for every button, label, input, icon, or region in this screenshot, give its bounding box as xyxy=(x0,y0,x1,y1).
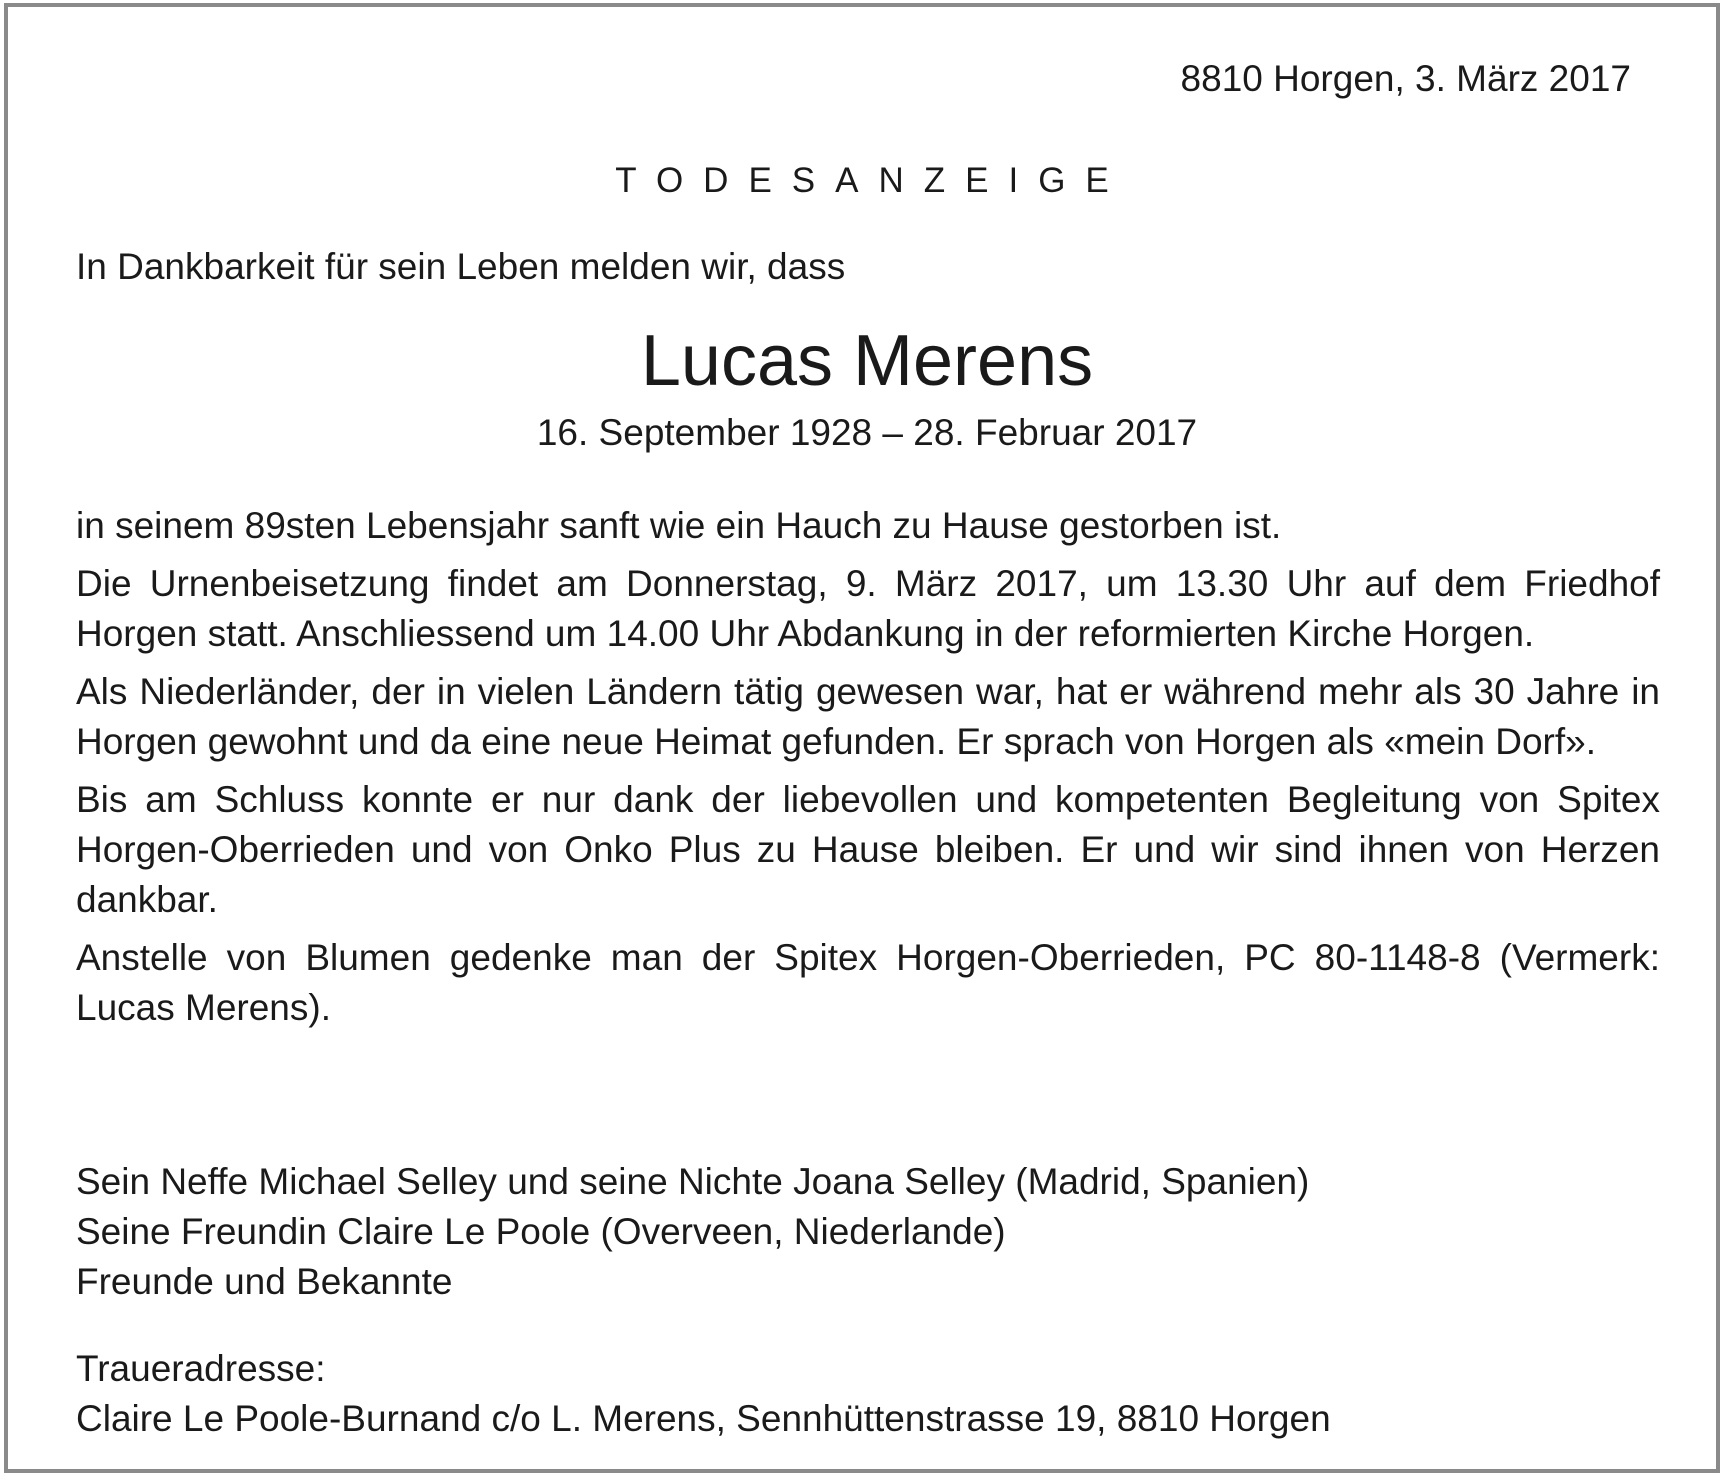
signatories xyxy=(76,1157,1309,1307)
notice-body xyxy=(76,501,1660,1041)
mourning-address xyxy=(76,1344,1331,1444)
signatory-line: Sein Neffe Michael Selley und seine Nichte Joana Selley (Madrid, Spanien) xyxy=(76,1161,1310,1202)
signatory-line: Freunde und Bekannte xyxy=(76,1261,453,1302)
deceased-name: Lucas Merens xyxy=(640,321,1094,401)
mourning-address-label: Traueradresse: xyxy=(76,1348,326,1389)
notice-title: TODESANZEIGE xyxy=(615,161,1129,200)
place-date: 8810 Horgen, 3. März 2017 xyxy=(1180,58,1631,99)
paragraph-thanks: Bis am Schluss konnte er nur dank der liebevollen und kompetenten Begleitung von Spitex Horgen-Oberrieden und von Onko Plus zu Hause bleiben. Er und wir sind ihnen von Herzen dankbar. xyxy=(76,779,1660,920)
mourning-address-value: Claire Le Poole-Burnand c/o L. Merens, Sennhüttenstrasse 19, 8810 Horgen xyxy=(76,1398,1331,1439)
life-dates: 16. September 1928 – 28. Februar 2017 xyxy=(536,412,1198,453)
intro-text: In Dankbarkeit für sein Leben melden wir, dass xyxy=(76,246,846,287)
paragraph-passing: in seinem 89sten Lebensjahr sanft wie ein Hauch zu Hause gestorben ist. xyxy=(76,505,1282,546)
paragraph-donation: Anstelle von Blumen gedenke man der Spitex Horgen-Oberrieden, PC 80-1148-8 (Vermerk: Lucas Merens). xyxy=(76,937,1660,1028)
signatory-line: Seine Freundin Claire Le Poole (Overveen, Niederlande) xyxy=(76,1211,1006,1252)
obituary-notice xyxy=(4,3,1720,1473)
paragraph-funeral: Die Urnenbeisetzung findet am Donnerstag, 9. März 2017, um 13.30 Uhr auf dem Friedhof Horgen statt. Anschliessend um 14.00 Uhr Abdankung in der reformierten Kirche Horgen. xyxy=(76,563,1660,654)
paragraph-biography: Als Niederländer, der in vielen Ländern tätig gewesen war, hat er während mehr als 30 Jahre in Horgen gewohnt und da eine neue Heimat gefunden. Er sprach von Horgen als «mein Dorf». xyxy=(76,671,1660,762)
